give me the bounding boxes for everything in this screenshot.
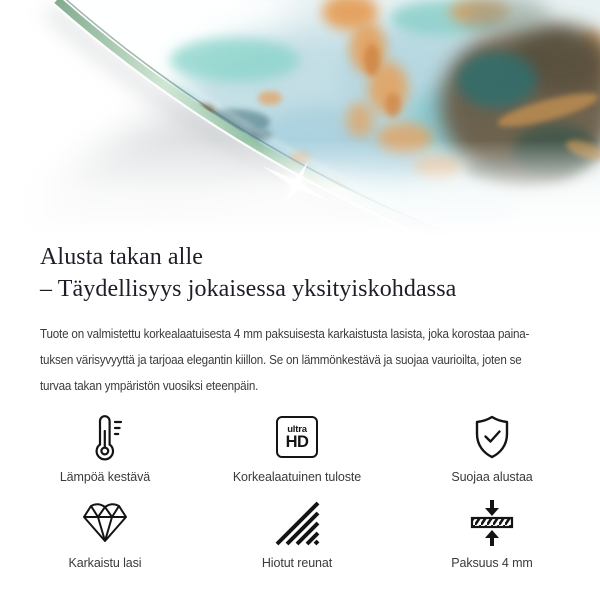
- feature-label: Paksuus 4 mm: [451, 556, 533, 570]
- description-line: Tuote on valmistettu korkealaatuisesta 4 mm paksuisesta karkaistusta lasista, joka korostaa paina-: [40, 327, 530, 341]
- glass-hearth-pad-image: [0, 0, 600, 237]
- feature-grid: [40, 412, 560, 570]
- feature-thickness: [451, 498, 532, 570]
- ultra-hd-icon: [276, 412, 318, 462]
- thickness-icon: [469, 498, 515, 548]
- description-line: tuksen värisyvyyttä ja tarjoaa elegantin kiillon. Se on lämmönkestävä ja suojaa vaurioilta, joten se: [40, 353, 522, 367]
- ultra-hd-icon-text-bottom: HD: [285, 432, 309, 451]
- diamond-icon: [81, 498, 129, 548]
- feature-protects-base: [451, 412, 532, 484]
- feature-high-quality-print: [233, 412, 361, 484]
- ultra-hd-icon-text-top: ultra: [287, 423, 307, 435]
- feature-heat-resistant: [60, 412, 150, 484]
- feature-label: Suojaa alustaa: [451, 470, 533, 484]
- page-title: [40, 241, 560, 305]
- feature-label: Karkaistu lasi: [68, 556, 142, 570]
- feature-label: Lämpöä kestävä: [59, 470, 151, 484]
- content-section: [0, 241, 600, 570]
- description-line: turvaa takan ympäristön vuosiksi eteenpäin.: [40, 379, 259, 393]
- product-description: [40, 321, 600, 399]
- product-image-hero: [0, 0, 600, 237]
- polished-edges-icon: [274, 498, 320, 548]
- feature-label: Hiotut reunat: [261, 556, 333, 570]
- title-line-1: Alusta takan alle: [40, 244, 203, 270]
- thermometer-icon: [86, 412, 124, 462]
- feature-polished-edges: [262, 498, 332, 570]
- shield-check-icon: [469, 412, 515, 462]
- feature-tempered-glass: [69, 498, 142, 570]
- hero-bottom-fade: [0, 140, 600, 237]
- feature-label: Korkealaatuinen tuloste: [232, 470, 362, 484]
- title-line-2: – Täydellisyys jokaisessa yksityiskohdassa: [40, 276, 457, 302]
